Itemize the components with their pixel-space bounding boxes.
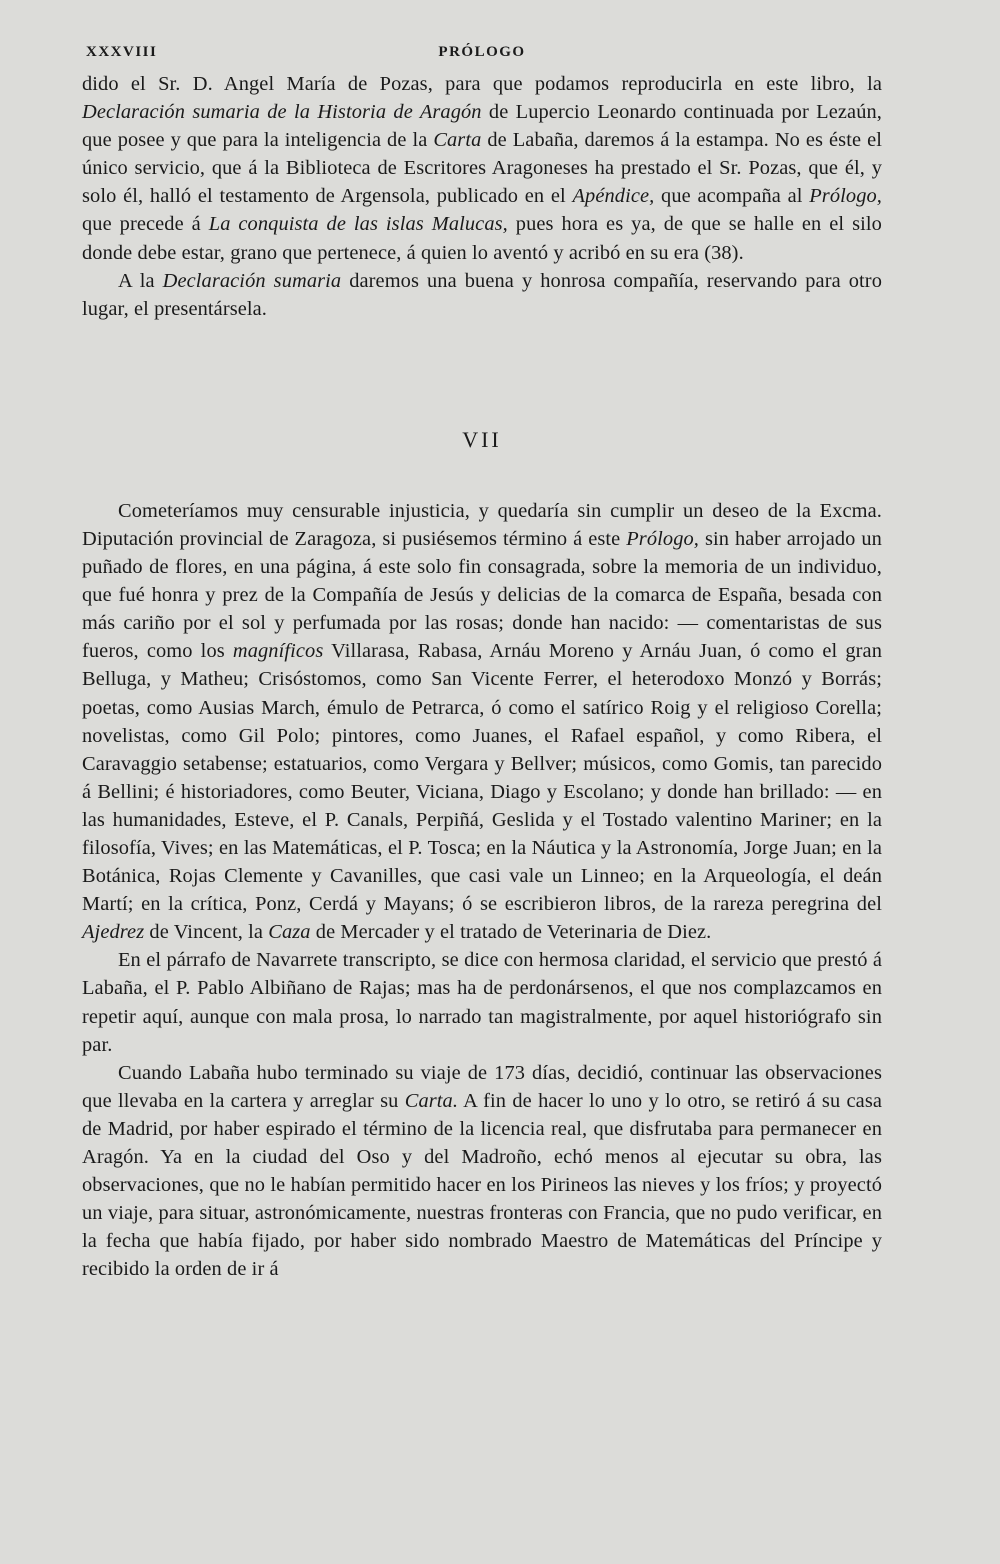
text-run: dido el Sr. D. Angel María de Pozas, para que podamos reproducirla en este libro, la [82, 73, 882, 95]
italic-word: magníficos [232, 640, 324, 663]
italic-title: Declaración sumaria de la Historia de Aragón [82, 101, 482, 124]
text-run: A fin de hacer lo uno y lo otro, se retiró á su casa de Madrid, por haber espirado el término de la licencia real, que disfrutaba para permanecer en Aragón. Ya en la ciudad del Oso y del Madroño, echó menos al ejecutar su obra, las observaciones, que no le habían permitido hacer en los Pirineos las nieves y los fríos; y proyectó un viaje, para situar, astronómicamente, nuestras fronteras con Francia, que no pudo verificar, en la fecha que había fijado, por haber sido nombrado Maestro de Matemáticas del Príncipe y recibido la orden de ir á [82, 1089, 883, 1281]
text-run: que acompaña al [654, 185, 810, 208]
page-number: XXXVIII [86, 44, 158, 60]
italic-title: Prólogo, [809, 185, 882, 208]
text-run: Cuando Labaña hubo terminado su viaje de 173 días, decidió, continuar las observaciones que llevaba en la cartera y arreglar su [82, 1061, 882, 1112]
italic-title: Ajedrez [82, 921, 145, 944]
running-title: PRÓLOGO [438, 44, 526, 60]
text-run: de Mercader y el tratado de Veterinaria de Diez. [310, 921, 712, 944]
text-run: Villarasa, Rabasa, Arnáu Moreno y Arnáu Juan, ó como el gran Belluga, y Matheu; Crisóstomos, como San Vicente Ferrer, el heterodoxo Monzó y Borrás; poetas, como Ausias March, émulo de Petrarca, ó como el satírico Roig y el religioso Corella; novelistas, como Gil Polo; pintores, como Juanes, el Rafael español, y como Ribera, el Caravaggio setabense; estatuarios, como Vergara y Bellver; músicos, como Gomis, tan parecido á Bellini; é historiadores, como Beuter, Viciana, Diago y Escolano; y donde han brillado: — en las humanidades, Esteve, el P. Canals, Perpiñá, Geslida y el Tostado valentino Mariner; en la filosofía, Vives; en las Matemáticas, el P. Tosca; en la Náutica y la Astronomía, Jorge Juan; en la Botánica, Rojas Clemente y Cavanilles, que casi vale un Linneo; en la Arqueología, el deán Martí; en la crítica, Ponz, Cerdá y Mayans; ó se escribieron libros, de la rareza peregrina del [82, 640, 882, 916]
italic-title: Carta [433, 129, 482, 152]
italic-title: Carta. [404, 1089, 459, 1112]
paragraph-1 [82, 70, 882, 267]
paragraph-2 [82, 267, 882, 323]
italic-title: La conquista de las islas Malucas, [208, 213, 508, 236]
italic-title: Apéndice, [572, 185, 655, 208]
text-run: de Lupercio Leonardo continuada por Lezaún, que posee y que para la inteligencia de la [82, 101, 882, 152]
section-heading: VII [462, 426, 502, 452]
text-run: En el párrafo de Navarrete transcripto, se dice con hermosa claridad, el servicio que prestó á Labaña, el P. Pablo Albiñano de Rajas; mas ha de perdonársenos, el que nos complazcamos en repetir aquí, aunque con mala prosa, lo narrado tan magistralmente, por aquel historiógrafo sin par. [82, 949, 882, 1056]
italic-title: Prólogo, [626, 527, 699, 550]
text-run: daremos una buena y honrosa compañía, reservando para otro lugar, el presentársela. [82, 269, 882, 320]
text-run: que precede á [82, 213, 209, 236]
text-run: pues hora es ya, de que se halle en el silo donde debe estar, grano que pertenece, á quien lo aventó y acribó en su era (38). [82, 213, 882, 264]
running-head [82, 40, 882, 70]
italic-title: Caza [268, 921, 311, 944]
paragraph-5 [82, 1059, 882, 1284]
text-run: A la [118, 269, 163, 292]
text-run: Cometeríamos muy censurable injusticia, y quedaría sin cumplir un deseo de la Excma. Diputación provincial de Zaragoza, si pusiésemos término á este [82, 499, 882, 550]
text-run: de Vincent, la [144, 921, 269, 944]
paragraph-3 [82, 497, 882, 947]
italic-title: Declaración sumaria [162, 269, 342, 292]
text-run: sin haber arrojado un puñado de flores, en una página, á este solo fin consagrada, sobre la memoria de un individuo, que fué honra y prez de la Compañía de Jesús y delicias de la comarca de España, besada con más cariño por el sol y perfumada por las rosas; donde han nacido: — comentaristas de sus fueros, como los [82, 527, 882, 663]
paragraph-4 [82, 946, 882, 1058]
text-run: de Labaña, daremos á la estampa. No es éste el único servicio, que á la Biblioteca de Escritores Aragoneses ha prestado el Sr. Pozas, que él, y solo él, halló el testamento de Argensola, publicado en el [82, 129, 882, 208]
